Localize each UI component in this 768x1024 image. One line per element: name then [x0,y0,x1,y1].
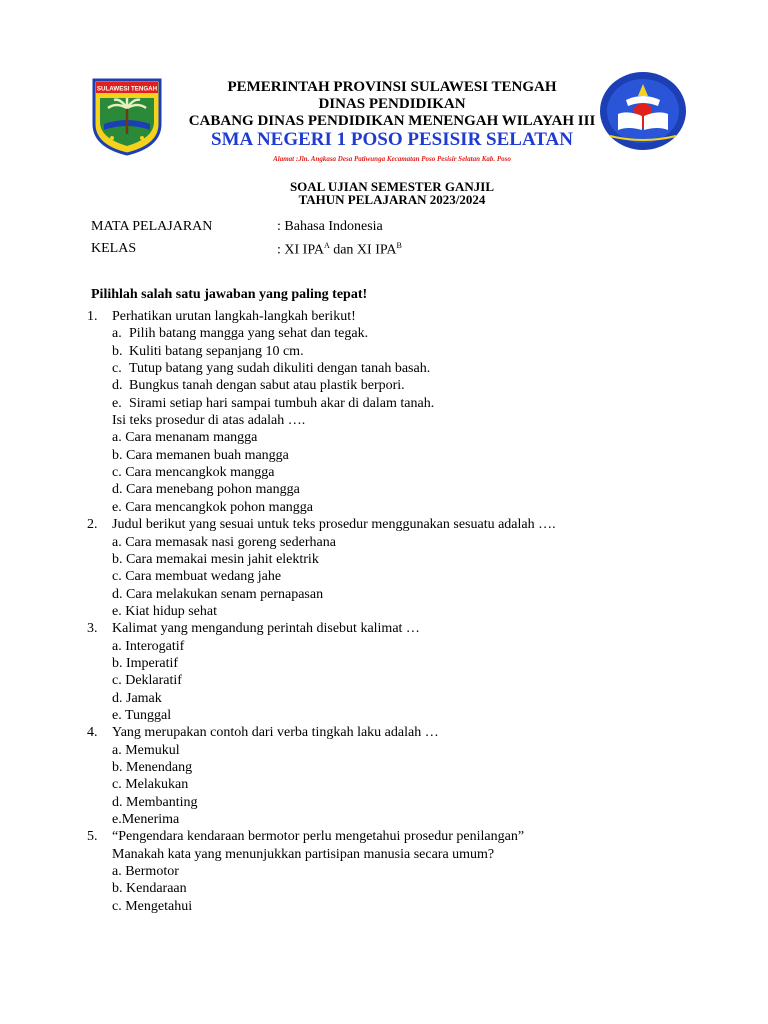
emblem-label: SULAWESI TENGAH [96,85,158,93]
header-government-line: PEMERINTAH PROVINSI SULAWESI TENGAH [227,79,557,95]
class-label: KELAS [91,241,137,256]
question-text: “Pengendara kendaraan bermotor perlu mengetahui prosedur penilangan” [112,829,525,844]
header-branch-line: CABANG DINAS PENDIDIKAN MENENGAH WILAYAH III [188,113,596,129]
exam-title: SOAL UJIAN SEMESTER GANJIL [289,179,495,194]
instruction: Pilihlah salah satu jawaban yang paling tepat! [91,287,368,302]
question-text: Kalimat yang mengandung perintah disebut kalimat … [112,621,420,636]
subject-value: : Bahasa Indonesia [277,219,383,234]
subject-label: MATA PELAJARAN [91,219,213,234]
header-department-line: DINAS PENDIDIKAN [318,96,466,112]
question-number: 3. [87,621,98,636]
question-text: Perhatikan urutan langkah-langkah berikut! [112,309,356,324]
question-number: 2. [87,517,98,532]
class-value: : XI $IPA^A$ dan XI $IPA^B$ [277,241,402,258]
school-address: Alamat :Jln. Angkasa Desa Patiwunga Kecamatan Poso Pesisir Selatan Kab. Poso [273,155,511,163]
exam-year: TAHUN PELAJARAN 2023/2024 [298,192,486,207]
school-name: SMA NEGERI 1 POSO PESISIR SELATAN [211,129,573,150]
question-text: Yang merupakan contoh dari verba tingkah laku adalah … [112,725,439,740]
question-number: 1. [87,309,98,324]
question-number: 4. [87,725,98,740]
question-number: 5. [87,829,98,844]
question-text: Judul berikut yang sesuai untuk teks prosedur menggunakan sesuatu adalah …. [112,517,556,532]
